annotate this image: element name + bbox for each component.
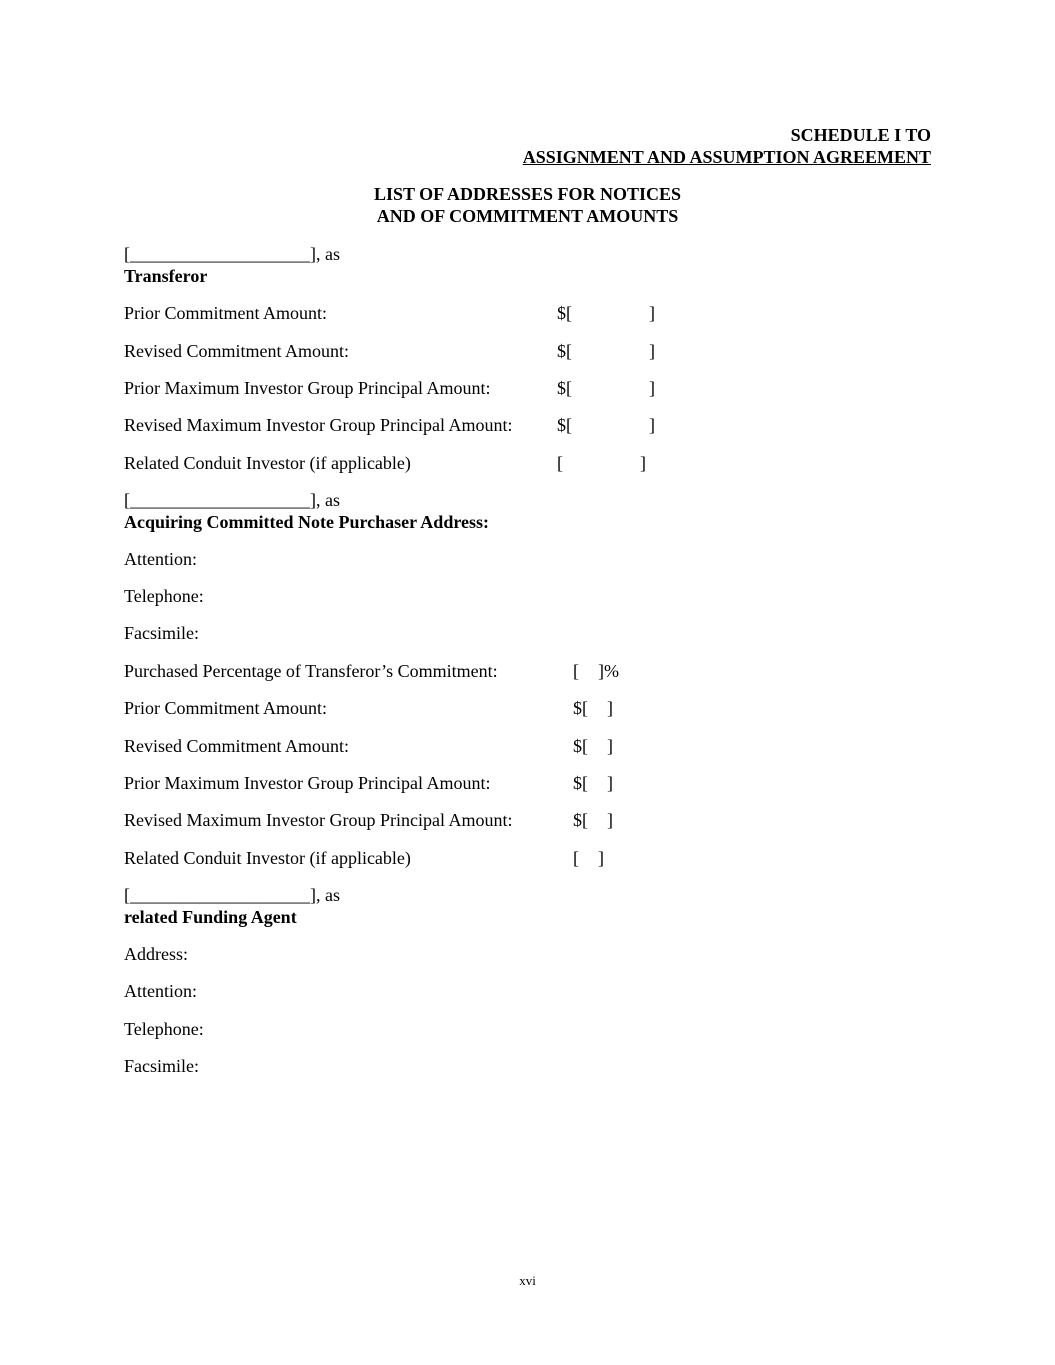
transferor-row-prefix: $[ <box>557 303 572 323</box>
transferor-row-suffix: ] <box>649 378 655 398</box>
transferor-row-prefix: $[ <box>557 378 572 398</box>
transferor-row-suffix: ] <box>640 453 646 473</box>
page-number: xvi <box>519 1273 536 1288</box>
acquiring-row-suffix: ] <box>607 736 613 756</box>
acquiring-row-prefix: $[ <box>573 698 588 718</box>
transferor-row-suffix: ] <box>649 341 655 361</box>
title-line-2: AND OF COMMITMENT AMOUNTS <box>376 206 679 226</box>
schedule-heading: SCHEDULE I TO <box>790 125 931 145</box>
transferor-row-label: Revised Maximum Investor Group Principal Amount: <box>124 415 513 435</box>
acquiring-row-label: Related Conduit Investor (if applicable) <box>124 848 411 868</box>
acquiring-blank-line: [____________________], as <box>124 490 340 510</box>
title-line-1: LIST OF ADDRESSES FOR NOTICES <box>373 184 682 204</box>
funding-agent-address-label: Address: <box>124 944 188 964</box>
acquiring-facsimile-label: Facsimile: <box>124 623 199 643</box>
acquiring-row-suffix: ] <box>598 848 604 868</box>
acquiring-attention-label: Attention: <box>124 549 197 569</box>
funding-agent-telephone-label: Telephone: <box>124 1019 204 1039</box>
funding-agent-facsimile-label: Facsimile: <box>124 1056 199 1076</box>
acquiring-heading: Acquiring Committed Note Purchaser Address: <box>124 512 489 532</box>
funding-agent-blank-line: [____________________], as <box>124 885 340 905</box>
acquiring-row-suffix: ] <box>607 810 613 830</box>
funding-agent-heading: related Funding Agent <box>124 907 297 927</box>
funding-agent-attention-label: Attention: <box>124 981 197 1001</box>
acquiring-row-label: Prior Commitment Amount: <box>124 698 328 718</box>
transferor-row-prefix: [ <box>557 453 563 473</box>
acquiring-row-suffix: ]% <box>598 661 619 681</box>
transferor-row-suffix: ] <box>649 303 655 323</box>
acquiring-row-prefix: [ <box>573 661 579 681</box>
agreement-heading: ASSIGNMENT AND ASSUMPTION AGREEMENT <box>522 147 931 167</box>
acquiring-row-label: Purchased Percentage of Transferor’s Commitment: <box>124 661 498 681</box>
acquiring-row-prefix: $[ <box>573 810 588 830</box>
acquiring-row-prefix: $[ <box>573 773 588 793</box>
acquiring-row-suffix: ] <box>607 773 613 793</box>
transferor-row-label: Related Conduit Investor (if applicable) <box>124 453 411 473</box>
acquiring-row-label: Revised Maximum Investor Group Principal Amount: <box>124 810 513 830</box>
acquiring-row-label: Prior Maximum Investor Group Principal Amount: <box>124 773 491 793</box>
transferor-row-label: Revised Commitment Amount: <box>124 341 349 361</box>
transferor-heading: Transferor <box>124 266 208 286</box>
transferor-row-prefix: $[ <box>557 341 572 361</box>
acquiring-row-suffix: ] <box>607 698 613 718</box>
transferor-row-label: Prior Commitment Amount: <box>124 303 328 323</box>
acquiring-telephone-label: Telephone: <box>124 586 204 606</box>
acquiring-row-prefix: [ <box>573 848 579 868</box>
acquiring-row-prefix: $[ <box>573 736 588 756</box>
acquiring-row-label: Revised Commitment Amount: <box>124 736 349 756</box>
transferor-row-suffix: ] <box>649 415 655 435</box>
transferor-blank-line: [____________________], as <box>124 244 340 264</box>
transferor-row-prefix: $[ <box>557 415 572 435</box>
transferor-row-label: Prior Maximum Investor Group Principal Amount: <box>124 378 491 398</box>
